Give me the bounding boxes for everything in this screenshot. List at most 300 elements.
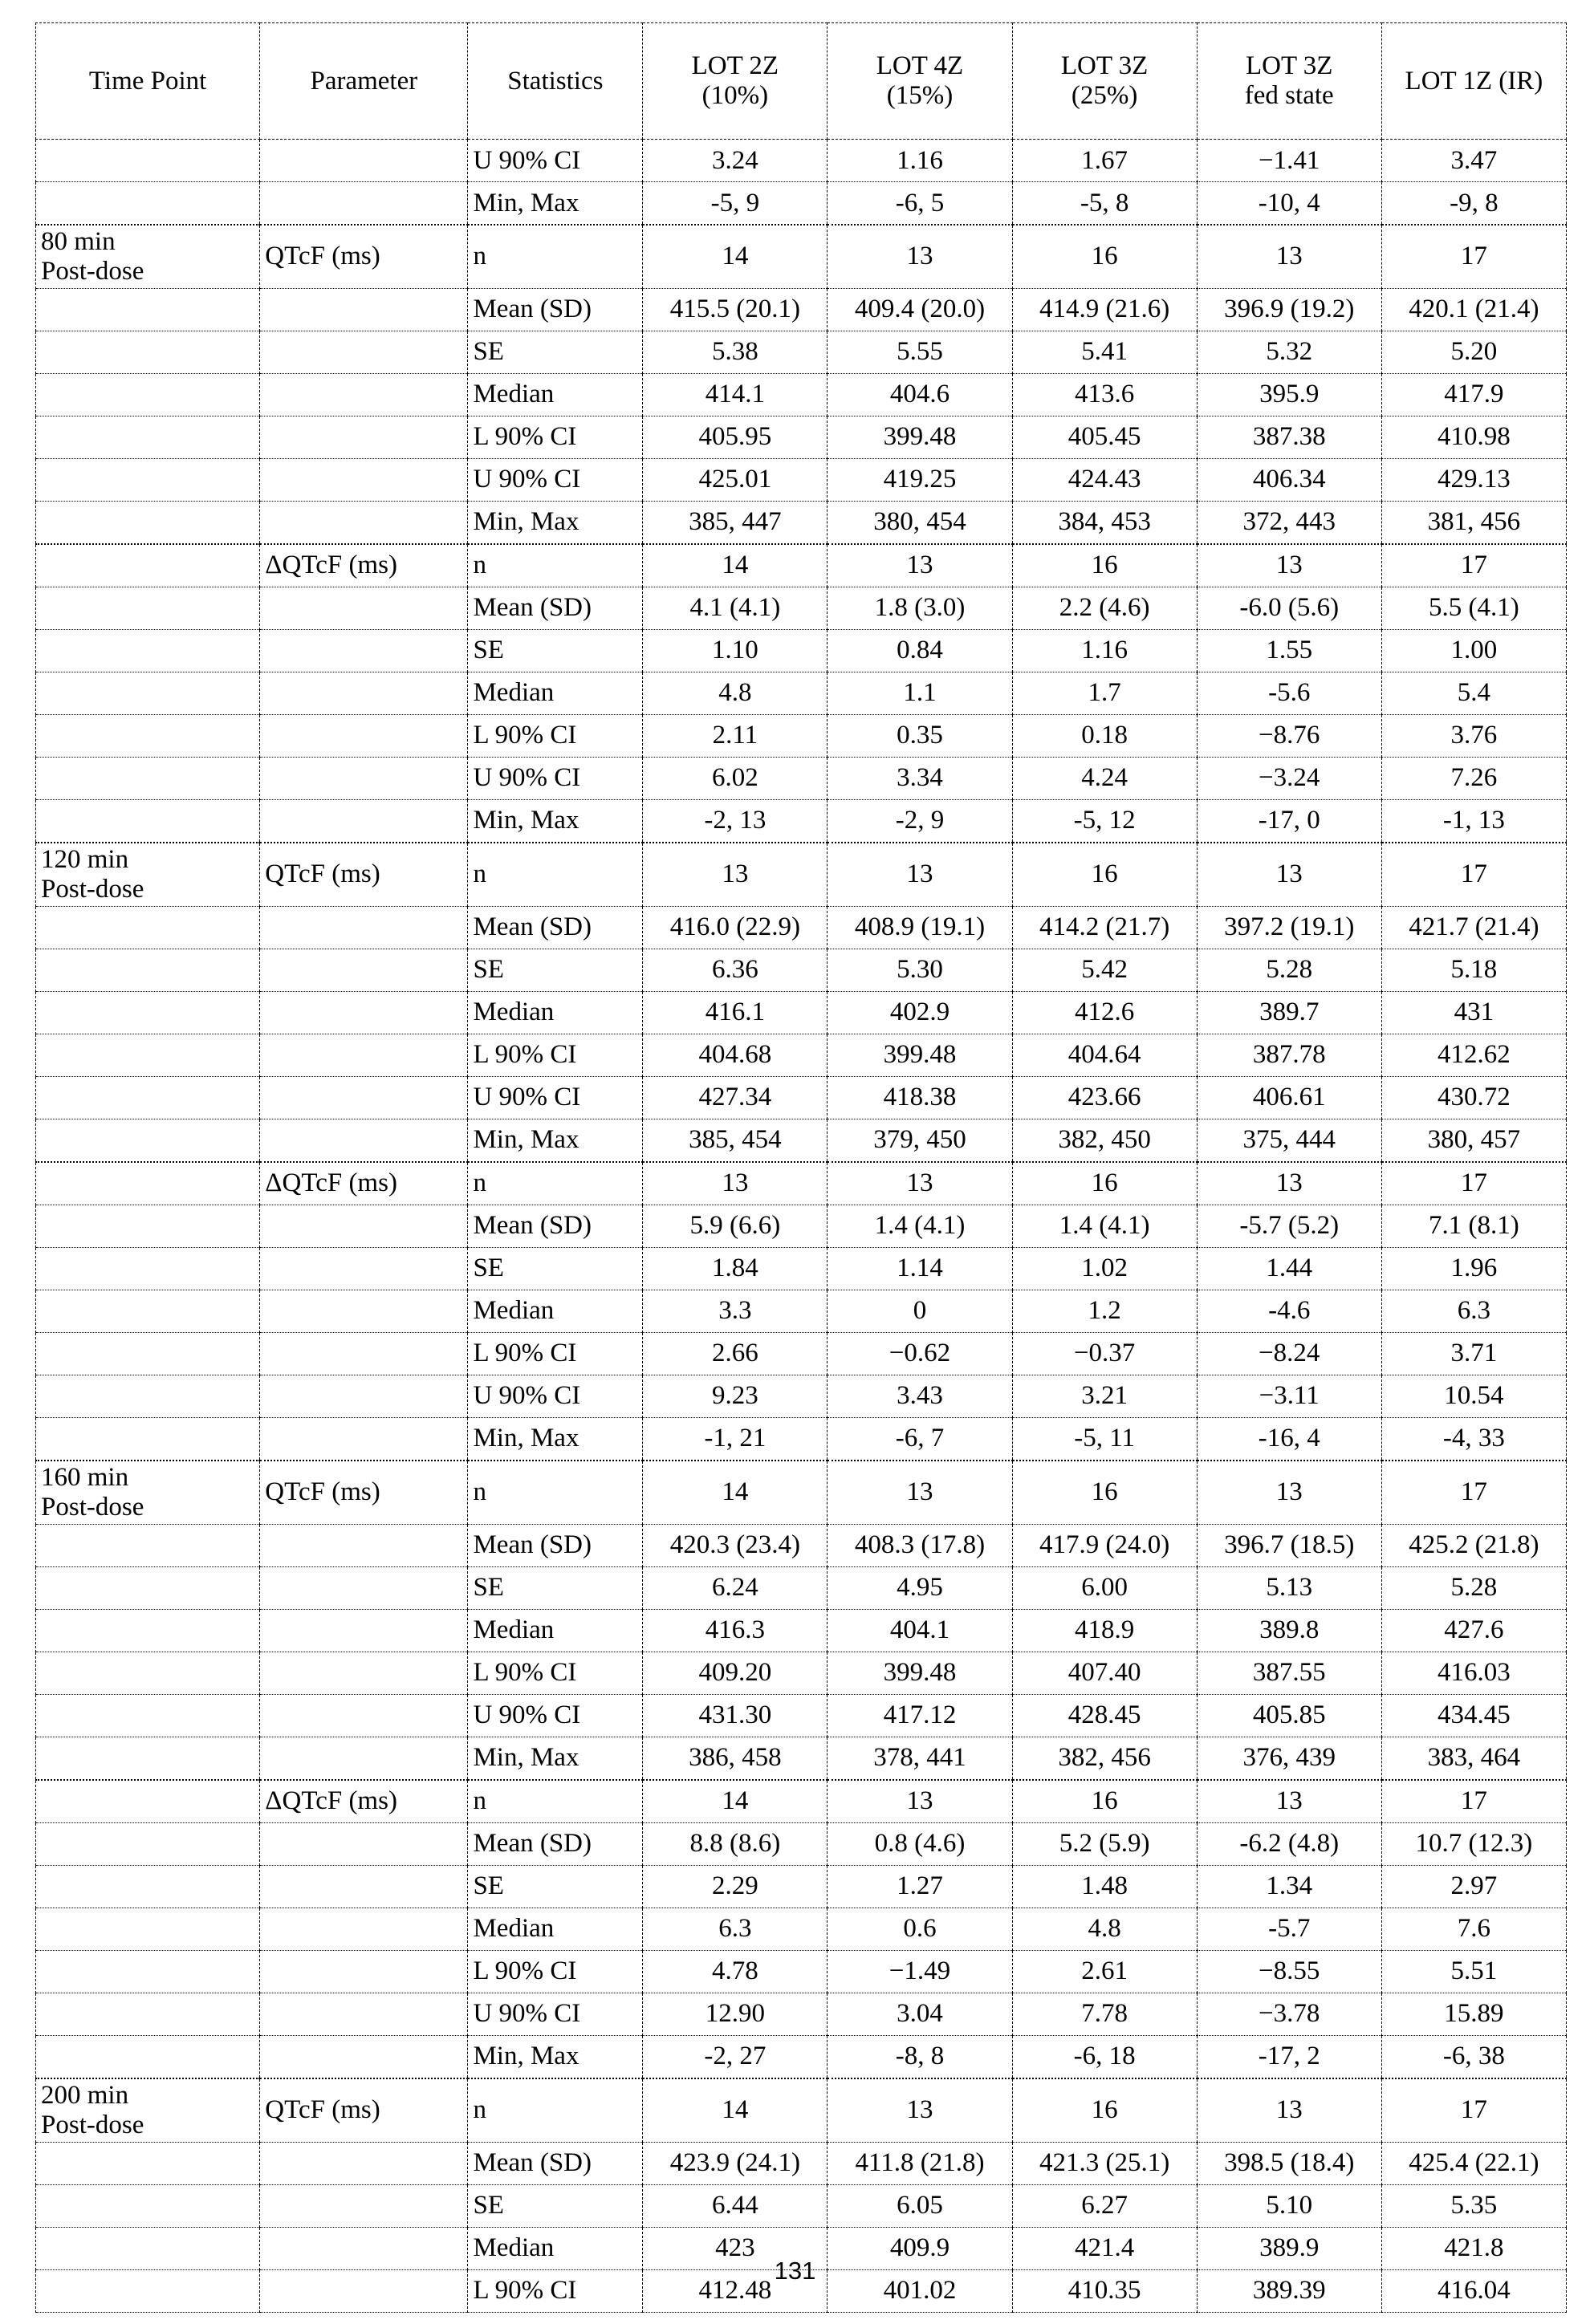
cell-parameter <box>260 1694 468 1737</box>
cell-parameter <box>260 672 468 714</box>
cell-value: 4.8 <box>643 672 828 714</box>
qtcf-statistics-table <box>35 22 1567 2313</box>
cell-time-point <box>36 373 260 416</box>
cell-parameter <box>260 1524 468 1566</box>
cell-value: 1.27 <box>828 1865 1012 1908</box>
cell-value: 1.44 <box>1197 1247 1381 1290</box>
cell-parameter <box>260 1119 468 1162</box>
cell-value: 15.89 <box>1381 1993 1566 2035</box>
cell-value: 1.16 <box>1012 629 1197 672</box>
cell-value: 375, 444 <box>1197 1119 1381 1162</box>
cell-value: 13 <box>828 225 1012 288</box>
cell-value: -4, 33 <box>1381 1417 1566 1461</box>
cell-statistic: L 90% CI <box>468 1332 643 1375</box>
cell-statistic: L 90% CI <box>468 1950 643 1993</box>
cell-value: 420.3 (23.4) <box>643 1524 828 1566</box>
cell-parameter <box>260 1737 468 1780</box>
cell-value: 395.9 <box>1197 373 1381 416</box>
cell-value: -8, 8 <box>828 2035 1012 2078</box>
cell-value: 1.84 <box>643 1247 828 1290</box>
header-group-lot4z <box>828 23 1012 140</box>
cell-value: 414.2 (21.7) <box>1012 906 1197 949</box>
cell-statistic: Median <box>468 2227 643 2269</box>
cell-value: 401.02 <box>828 2269 1012 2312</box>
cell-statistic: Min, Max <box>468 1119 643 1162</box>
cell-value: −0.37 <box>1012 1332 1197 1375</box>
cell-value: 16 <box>1012 1162 1197 1205</box>
cell-value: 409.20 <box>643 1652 828 1694</box>
cell-time-point <box>36 1566 260 1609</box>
cell-value: 389.9 <box>1197 2227 1381 2269</box>
cell-time-point <box>36 1034 260 1076</box>
cell-value: 412.62 <box>1381 1034 1566 1076</box>
cell-value: 13 <box>828 1780 1012 1823</box>
cell-value: 404.6 <box>828 373 1012 416</box>
cell-value: 1.1 <box>828 672 1012 714</box>
cell-parameter <box>260 587 468 629</box>
header-group-lot2z-line1: LOT 2Z <box>691 51 779 81</box>
cell-value: 1.14 <box>828 1247 1012 1290</box>
cell-statistic: Mean (SD) <box>468 587 643 629</box>
table-row <box>36 2078 1567 2142</box>
cell-statistic: L 90% CI <box>468 1652 643 1694</box>
table-row <box>36 2184 1567 2227</box>
cell-parameter <box>260 1609 468 1652</box>
cell-parameter <box>260 757 468 799</box>
cell-value: 1.4 (4.1) <box>1012 1205 1197 1247</box>
cell-value: 5.4 <box>1381 672 1566 714</box>
cell-value: 411.8 (21.8) <box>828 2142 1012 2184</box>
cell-value: -5.6 <box>1197 672 1381 714</box>
cell-value: 6.00 <box>1012 1566 1197 1609</box>
cell-value: 5.13 <box>1197 1566 1381 1609</box>
cell-value: 5.51 <box>1381 1950 1566 1993</box>
cell-value: 389.39 <box>1197 2269 1381 2312</box>
cell-value: 1.96 <box>1381 1247 1566 1290</box>
cell-value: 389.7 <box>1197 991 1381 1034</box>
cell-value: -6, 5 <box>828 182 1012 225</box>
cell-value: 397.2 (19.1) <box>1197 906 1381 949</box>
cell-time-point <box>36 182 260 225</box>
cell-time-point <box>36 458 260 501</box>
header-time-point: Time Point <box>36 23 260 140</box>
cell-statistic: SE <box>468 331 643 373</box>
header-row <box>36 23 1567 140</box>
cell-value: 398.5 (18.4) <box>1197 2142 1381 2184</box>
cell-value: 4.78 <box>643 1950 828 1993</box>
cell-value: 4.24 <box>1012 757 1197 799</box>
cell-value: 416.03 <box>1381 1652 1566 1694</box>
cell-value: −1.41 <box>1197 140 1381 182</box>
cell-parameter <box>260 288 468 331</box>
cell-statistic: U 90% CI <box>468 140 643 182</box>
cell-value: 384, 453 <box>1012 501 1197 544</box>
cell-value: 396.9 (19.2) <box>1197 288 1381 331</box>
cell-value: −3.24 <box>1197 757 1381 799</box>
cell-value: 1.2 <box>1012 1290 1197 1332</box>
cell-value: 417.12 <box>828 1694 1012 1737</box>
cell-value: -6, 38 <box>1381 2035 1566 2078</box>
cell-parameter <box>260 1865 468 1908</box>
cell-parameter <box>260 458 468 501</box>
cell-statistic: Min, Max <box>468 799 643 843</box>
cell-value: 3.21 <box>1012 1375 1197 1417</box>
cell-value: 5.32 <box>1197 331 1381 373</box>
cell-statistic: n <box>468 1162 643 1205</box>
cell-value: 2.2 (4.6) <box>1012 587 1197 629</box>
cell-value: 419.25 <box>828 458 1012 501</box>
cell-statistic: L 90% CI <box>468 416 643 458</box>
cell-parameter <box>260 416 468 458</box>
cell-value: 1.4 (4.1) <box>828 1205 1012 1247</box>
cell-value: 1.48 <box>1012 1865 1197 1908</box>
cell-value: 3.24 <box>643 140 828 182</box>
cell-statistic: Min, Max <box>468 501 643 544</box>
header-group-lot2z <box>643 23 828 140</box>
cell-value: −8.24 <box>1197 1332 1381 1375</box>
cell-statistic: n <box>468 1780 643 1823</box>
cell-value: 417.9 (24.0) <box>1012 1524 1197 1566</box>
cell-statistic: SE <box>468 2184 643 2227</box>
header-group-lot3z-fed <box>1197 23 1381 140</box>
header-group-lot3z-line1: LOT 3Z <box>1060 51 1149 81</box>
cell-parameter <box>260 1247 468 1290</box>
cell-statistic: U 90% CI <box>468 757 643 799</box>
cell-statistic: Median <box>468 991 643 1034</box>
cell-parameter <box>260 1417 468 1461</box>
cell-statistic: Median <box>468 672 643 714</box>
cell-value: 5.35 <box>1381 2184 1566 2227</box>
cell-time-point <box>36 1332 260 1375</box>
cell-value: 431 <box>1381 991 1566 1034</box>
cell-value: -1, 13 <box>1381 799 1566 843</box>
cell-value: -5, 12 <box>1012 799 1197 843</box>
cell-value: 420.1 (21.4) <box>1381 288 1566 331</box>
cell-time-point <box>36 1865 260 1908</box>
cell-value: 425.01 <box>643 458 828 501</box>
cell-value: 427.34 <box>643 1076 828 1119</box>
cell-time-point <box>36 288 260 331</box>
cell-time-point <box>36 1524 260 1566</box>
table-row <box>36 1993 1567 2035</box>
cell-statistic: Min, Max <box>468 2035 643 2078</box>
cell-value: 387.38 <box>1197 416 1381 458</box>
cell-statistic: SE <box>468 629 643 672</box>
table-row <box>36 672 1567 714</box>
cell-parameter <box>260 1076 468 1119</box>
cell-statistic: Mean (SD) <box>468 1524 643 1566</box>
cell-time-point <box>36 799 260 843</box>
table-row <box>36 1694 1567 1737</box>
cell-value: 17 <box>1381 544 1566 587</box>
cell-value: 4.1 (4.1) <box>643 587 828 629</box>
table-row <box>36 714 1567 757</box>
table-row <box>36 1780 1567 1823</box>
table-row <box>36 1162 1567 1205</box>
cell-value: 429.13 <box>1381 458 1566 501</box>
cell-value: 7.1 (8.1) <box>1381 1205 1566 1247</box>
cell-value: -17, 2 <box>1197 2035 1381 2078</box>
cell-value: 5.28 <box>1381 1566 1566 1609</box>
table-row <box>36 1609 1567 1652</box>
cell-statistic: SE <box>468 1247 643 1290</box>
cell-value: 416.3 <box>643 1609 828 1652</box>
table-row <box>36 416 1567 458</box>
cell-time-point <box>36 1375 260 1417</box>
cell-value: 17 <box>1381 2078 1566 2142</box>
cell-value: 14 <box>643 1780 828 1823</box>
table-row <box>36 799 1567 843</box>
cell-statistic: Min, Max <box>468 1417 643 1461</box>
cell-value: 5.2 (5.9) <box>1012 1822 1197 1865</box>
cell-value: 0.84 <box>828 629 1012 672</box>
cell-value: 0.6 <box>828 1908 1012 1950</box>
cell-value: 17 <box>1381 843 1566 906</box>
table-row <box>36 1290 1567 1332</box>
cell-statistic: U 90% CI <box>468 1375 643 1417</box>
cell-value: 5.55 <box>828 331 1012 373</box>
cell-value: 2.11 <box>643 714 828 757</box>
cell-value: 399.48 <box>828 1034 1012 1076</box>
cell-value: 13 <box>828 544 1012 587</box>
table-row <box>36 1950 1567 1993</box>
cell-value: 4.95 <box>828 1566 1012 1609</box>
cell-parameter <box>260 1652 468 1694</box>
cell-parameter <box>260 331 468 373</box>
cell-parameter: QTcF (ms) <box>260 843 468 906</box>
cell-time-point <box>36 2184 260 2227</box>
cell-time-point <box>36 629 260 672</box>
cell-value: 1.34 <box>1197 1865 1381 1908</box>
cell-value: 380, 457 <box>1381 1119 1566 1162</box>
cell-value: -5.7 <box>1197 1908 1381 1950</box>
cell-value: -5, 9 <box>643 182 828 225</box>
table-row <box>36 757 1567 799</box>
cell-parameter <box>260 1566 468 1609</box>
cell-value: 421.7 (21.4) <box>1381 906 1566 949</box>
cell-parameter <box>260 799 468 843</box>
cell-time-point <box>36 1205 260 1247</box>
cell-value: 381, 456 <box>1381 501 1566 544</box>
cell-value: -17, 0 <box>1197 799 1381 843</box>
cell-value: 410.35 <box>1012 2269 1197 2312</box>
cell-value: 13 <box>1197 843 1381 906</box>
cell-value: 418.9 <box>1012 1609 1197 1652</box>
cell-value: 12.90 <box>643 1993 828 2035</box>
cell-value: 434.45 <box>1381 1694 1566 1737</box>
table-row <box>36 1119 1567 1162</box>
cell-parameter <box>260 2035 468 2078</box>
header-statistics: Statistics <box>468 23 643 140</box>
cell-value: 418.38 <box>828 1076 1012 1119</box>
cell-value: 423 <box>643 2227 828 2269</box>
cell-value: 405.95 <box>643 416 828 458</box>
table-row <box>36 843 1567 906</box>
cell-value: 414.9 (21.6) <box>1012 288 1197 331</box>
cell-value: 14 <box>643 2078 828 2142</box>
cell-statistic: SE <box>468 1865 643 1908</box>
header-group-lot3z-fed-line2: fed state <box>1244 81 1334 110</box>
cell-parameter: QTcF (ms) <box>260 1461 468 1524</box>
cell-value: 404.68 <box>643 1034 828 1076</box>
cell-value: 396.7 (18.5) <box>1197 1524 1381 1566</box>
table-row <box>36 629 1567 672</box>
cell-time-point <box>36 416 260 458</box>
cell-value: 424.43 <box>1012 458 1197 501</box>
cell-parameter <box>260 991 468 1034</box>
cell-parameter <box>260 2142 468 2184</box>
cell-parameter: ΔQTcF (ms) <box>260 1780 468 1823</box>
cell-parameter <box>260 1332 468 1375</box>
cell-time-point <box>36 1076 260 1119</box>
cell-value: 2.29 <box>643 1865 828 1908</box>
cell-time-point <box>36 331 260 373</box>
cell-value: 17 <box>1381 1780 1566 1823</box>
cell-time-point <box>36 1822 260 1865</box>
cell-value: 6.24 <box>643 1566 828 1609</box>
cell-time-point <box>36 2035 260 2078</box>
cell-value: 13 <box>1197 1461 1381 1524</box>
table-row <box>36 1205 1567 1247</box>
table-row <box>36 1375 1567 1417</box>
header-group-lot1z-ir <box>1381 23 1566 140</box>
cell-value: 417.9 <box>1381 373 1566 416</box>
cell-statistic: n <box>468 2078 643 2142</box>
cell-value: 407.40 <box>1012 1652 1197 1694</box>
cell-statistic: Mean (SD) <box>468 1205 643 1247</box>
cell-time-point <box>36 906 260 949</box>
cell-value: 406.34 <box>1197 458 1381 501</box>
cell-value: 5.18 <box>1381 949 1566 991</box>
cell-time-point: 120 min Post-dose <box>36 843 260 906</box>
cell-value: 382, 450 <box>1012 1119 1197 1162</box>
cell-statistic: U 90% CI <box>468 1076 643 1119</box>
cell-value: 2.61 <box>1012 1950 1197 1993</box>
cell-statistic: Mean (SD) <box>468 288 643 331</box>
cell-value: 379, 450 <box>828 1119 1012 1162</box>
cell-value: 387.78 <box>1197 1034 1381 1076</box>
cell-value: 16 <box>1012 843 1197 906</box>
cell-value: 6.3 <box>1381 1290 1566 1332</box>
cell-value: 13 <box>1197 1162 1381 1205</box>
cell-parameter <box>260 140 468 182</box>
cell-parameter <box>260 714 468 757</box>
cell-statistic: n <box>468 1461 643 1524</box>
table-header <box>36 23 1567 140</box>
cell-value: -1, 21 <box>643 1417 828 1461</box>
cell-parameter <box>260 949 468 991</box>
cell-value: 6.27 <box>1012 2184 1197 2227</box>
cell-value: 421.8 <box>1381 2227 1566 2269</box>
cell-value: 4.8 <box>1012 1908 1197 1950</box>
cell-value: -4.6 <box>1197 1290 1381 1332</box>
cell-value: 431.30 <box>643 1694 828 1737</box>
cell-value: 5.38 <box>643 331 828 373</box>
cell-value: 372, 443 <box>1197 501 1381 544</box>
cell-time-point <box>36 1694 260 1737</box>
cell-parameter: ΔQTcF (ms) <box>260 1162 468 1205</box>
cell-value: 385, 447 <box>643 501 828 544</box>
header-parameter: Parameter <box>260 23 468 140</box>
table-row <box>36 1737 1567 1780</box>
cell-value: -5.7 (5.2) <box>1197 1205 1381 1247</box>
cell-value: 404.64 <box>1012 1034 1197 1076</box>
cell-time-point <box>36 140 260 182</box>
cell-value: 1.67 <box>1012 140 1197 182</box>
cell-value: 412.48 <box>643 2269 828 2312</box>
cell-value: 13 <box>1197 225 1381 288</box>
cell-value: 416.1 <box>643 991 828 1034</box>
cell-time-point <box>36 2142 260 2184</box>
cell-value: -6, 18 <box>1012 2035 1197 2078</box>
cell-value: 1.55 <box>1197 629 1381 672</box>
cell-value: 6.05 <box>828 2184 1012 2227</box>
cell-statistic: L 90% CI <box>468 1034 643 1076</box>
cell-parameter <box>260 501 468 544</box>
cell-parameter <box>260 373 468 416</box>
cell-value: 14 <box>643 225 828 288</box>
cell-value: 415.5 (20.1) <box>643 288 828 331</box>
cell-statistic: Median <box>468 373 643 416</box>
table-row <box>36 458 1567 501</box>
cell-parameter <box>260 1908 468 1950</box>
cell-value: 382, 456 <box>1012 1737 1197 1780</box>
table-row <box>36 288 1567 331</box>
cell-value: 13 <box>828 1162 1012 1205</box>
cell-time-point <box>36 1247 260 1290</box>
page-number: 131 <box>774 2257 816 2285</box>
cell-value: 410.98 <box>1381 416 1566 458</box>
cell-parameter <box>260 1375 468 1417</box>
cell-parameter <box>260 1205 468 1247</box>
cell-parameter: ΔQTcF (ms) <box>260 544 468 587</box>
cell-parameter <box>260 1950 468 1993</box>
cell-value: 423.9 (24.1) <box>643 2142 828 2184</box>
cell-value: 0.8 (4.6) <box>828 1822 1012 1865</box>
cell-statistic: Median <box>468 1908 643 1950</box>
cell-value: 5.41 <box>1012 331 1197 373</box>
table-row <box>36 331 1567 373</box>
cell-value: 3.3 <box>643 1290 828 1332</box>
cell-value: 16 <box>1012 225 1197 288</box>
cell-time-point <box>36 544 260 587</box>
cell-parameter <box>260 906 468 949</box>
cell-value: 408.9 (19.1) <box>828 906 1012 949</box>
table-row <box>36 1076 1567 1119</box>
cell-time-point <box>36 757 260 799</box>
cell-value: 399.48 <box>828 416 1012 458</box>
cell-time-point <box>36 714 260 757</box>
cell-value: 405.85 <box>1197 1694 1381 1737</box>
table-row <box>36 182 1567 225</box>
cell-value: 2.66 <box>643 1332 828 1375</box>
cell-parameter <box>260 1993 468 2035</box>
cell-value: 5.10 <box>1197 2184 1381 2227</box>
cell-value: -2, 27 <box>643 2035 828 2078</box>
cell-value: 412.6 <box>1012 991 1197 1034</box>
table-row <box>36 501 1567 544</box>
cell-value: 5.30 <box>828 949 1012 991</box>
cell-time-point <box>36 1162 260 1205</box>
cell-value: 16 <box>1012 1461 1197 1524</box>
table-row <box>36 2035 1567 2078</box>
cell-value: 428.45 <box>1012 1694 1197 1737</box>
cell-time-point <box>36 1119 260 1162</box>
cell-time-point: 200 min Post-dose <box>36 2078 260 2142</box>
cell-parameter <box>260 182 468 225</box>
cell-time-point <box>36 1417 260 1461</box>
cell-value: −0.62 <box>828 1332 1012 1375</box>
